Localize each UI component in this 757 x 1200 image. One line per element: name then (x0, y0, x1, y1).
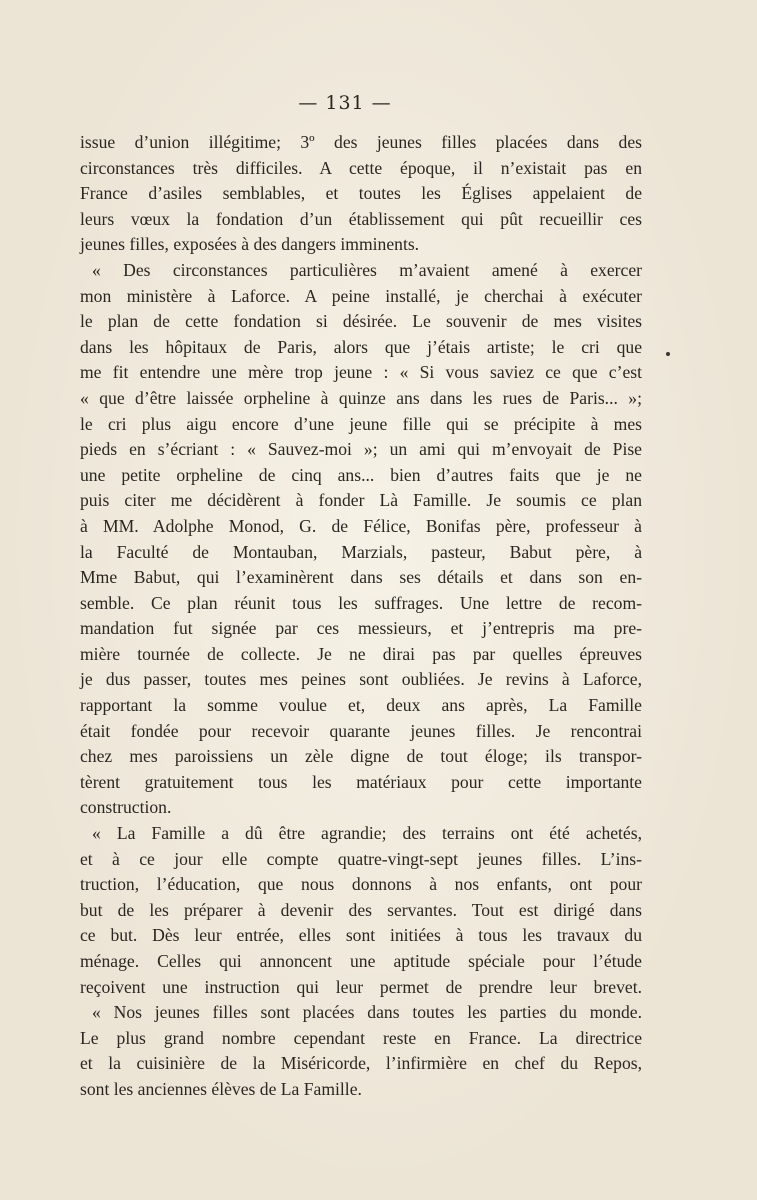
text-line: et à ce jour elle compte quatre-vingt-sept jeunes filles. L’ins- (80, 848, 642, 869)
text-line: le plan de cette fondation si désirée. Le souvenir de mes visites (80, 311, 642, 332)
text-line: mon ministère à Laforce. A peine installé, je cherchai à exécuter (80, 285, 642, 306)
paragraph (80, 1000, 642, 1102)
text-line: ménage. Celles qui annoncent une aptitude spéciale pour l’étude (80, 951, 642, 971)
text-line: ce but. Dès leur entrée, elles sont initiées à tous les travaux du (80, 925, 642, 946)
text-line: le cri plus aigu encore d’une jeune fille qui se précipite à mes (80, 413, 642, 434)
text-line: sont les anciennes élèves de La Famille. (80, 1078, 362, 1099)
text-line: me fit entendre une mère trop jeune : « Si vous saviez ce que c’est (80, 362, 642, 383)
text-line: et la cuisinière de la Miséricorde, l’infirmière en chef du Repos, (80, 1053, 642, 1074)
text-line: je dus passer, toutes mes peines sont oubliées. Je revins à Laforce, (80, 669, 642, 690)
text-line: une petite orpheline de cinq ans... bien d’autres faits que je ne (80, 464, 642, 485)
text-line: reçoivent une instruction qui leur permet de prendre leur brevet. (80, 976, 642, 997)
text-line: leurs vœux la fondation d’un établissement qui pût recueillir ces (80, 208, 642, 229)
text-line: construction. (80, 797, 172, 818)
text-line: rapportant la somme voulue et, deux ans après, La Famille (80, 695, 642, 716)
text-line: semble. Ce plan réunit tous les suffrages. Une lettre de recom- (80, 592, 642, 613)
text-line: Le plus grand nombre cependant reste en France. La directrice (80, 1027, 642, 1048)
ink-speck (666, 352, 670, 356)
text-line: « La Famille a dû être agrandie; des terrains ont été achetés, (92, 823, 642, 844)
text-line: était fondée pour recevoir quarante jeunes filles. Je rencontrai (80, 720, 642, 741)
text-line: « que d’être laissée orpheline à quinze ans dans les rues de Paris... »; (80, 387, 642, 408)
text-line: Mme Babut, qui l’examinèrent dans ses détails et dans son en- (80, 567, 642, 588)
text-line: France d’asiles semblables, et toutes les Églises appelaient de (80, 183, 642, 204)
text-line: la Faculté de Montauban, Marzials, pasteur, Babut père, à (80, 541, 642, 562)
text-line: truction, l’éducation, que nous donnons à nos enfants, ont pour (80, 874, 642, 895)
text-line: chez mes paroissiens un zèle digne de tout éloge; ils transpor- (80, 746, 642, 767)
paragraph (80, 258, 642, 821)
text-line: circonstances très difficiles. A cette époque, il n’existait pas en (80, 157, 642, 178)
paragraph (80, 821, 642, 1000)
text-line: puis citer me décidèrent à fonder Là Famille. Je soumis ce plan (80, 490, 642, 511)
text-line: pieds en s’écriant : « Sauvez-moi »; un ami qui m’envoyait de Pise (80, 439, 642, 460)
text-line: dans les hôpitaux de Paris, alors que j’étais artiste; le cri que (80, 336, 642, 357)
paragraph (80, 130, 642, 258)
text-line: « Des circonstances particulières m’avaient amené à exercer (92, 259, 642, 280)
text-line: à MM. Adolphe Monod, G. de Félice, Bonifas père, professeur à (80, 515, 642, 536)
text-line: mière tournée de collecte. Je ne dirai pas par quelles épreuves (80, 643, 642, 664)
page-number: — 131 — (298, 92, 392, 114)
text-line: « Nos jeunes filles sont placées dans toutes les parties du monde. (92, 1002, 642, 1023)
text-line: tèrent gratuitement tous les matériaux pour cette importante (80, 771, 642, 792)
text-line: jeunes filles, exposées à des dangers imminents. (80, 234, 420, 255)
text-line: issue d’union illégitime; 3º des jeunes filles placées dans des (80, 132, 642, 152)
text-line: mandation fut signée par ces messieurs, et j’entrepris ma pre- (80, 618, 642, 639)
text-line: but de les préparer à devenir des servantes. Tout est dirigé dans (80, 899, 642, 920)
body-text (80, 130, 642, 1103)
